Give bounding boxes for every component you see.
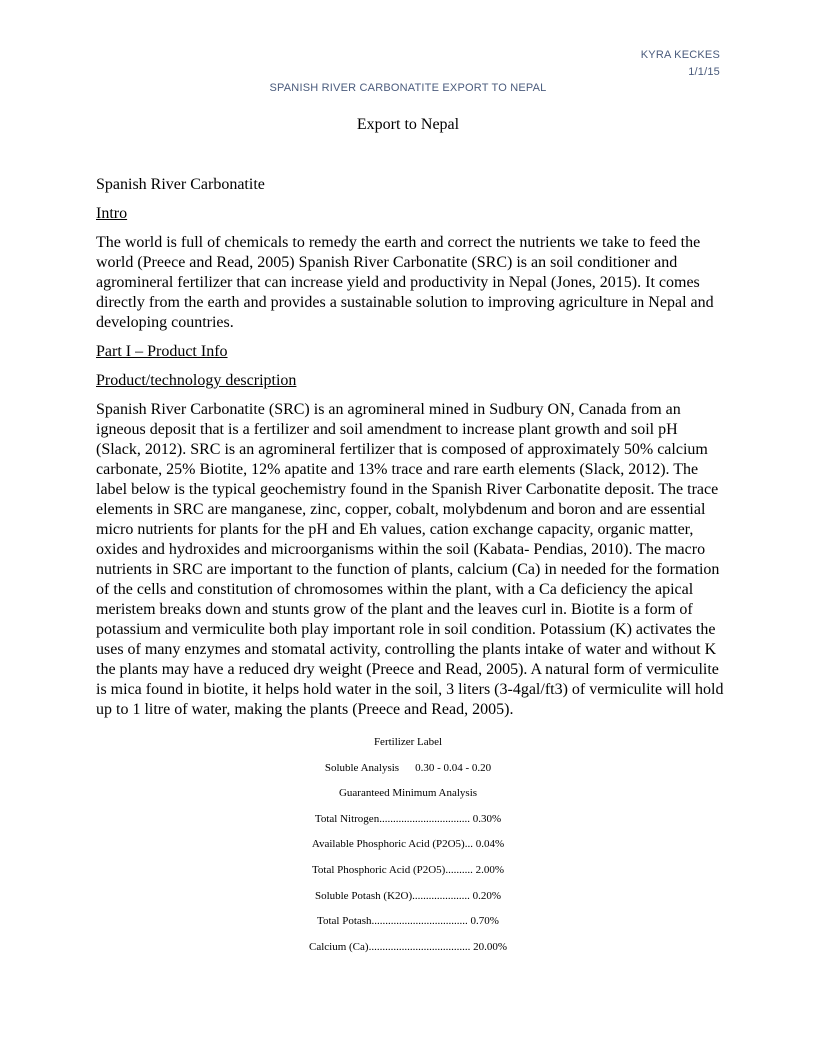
header-date: 1/1/15	[688, 66, 720, 78]
guaranteed-heading: Guaranteed Minimum Analysis	[338, 787, 478, 800]
soluble-analysis-value: 0.30 - 0.04 - 0.20	[415, 761, 492, 774]
soluble-analysis-label: Soluble Analysis	[324, 761, 400, 774]
header-author: KYRA KECKES	[640, 49, 720, 61]
section-title: Spanish River Carbonatite	[96, 176, 265, 193]
label-row-nitrogen: Total Nitrogen................................. 0.30%	[314, 812, 502, 825]
fertilizer-label	[0, 735, 816, 965]
label-title: Fertilizer Label	[373, 736, 443, 748]
running-title: SPANISH RIVER CARBONATITE EXPORT TO NEPAL	[269, 82, 547, 94]
label-row-total-phosphoric: Total Phosphoric Acid (P2O5).......... 2.00%	[311, 863, 505, 876]
soluble-analysis-row	[0, 761, 816, 787]
label-row-available-phosphoric: Available Phosphoric Acid (P2O5)... 0.04%	[311, 838, 505, 851]
document-title: Export to Nepal	[356, 116, 460, 133]
intro-heading: Intro	[96, 205, 128, 222]
intro-paragraph: The world is full of chemicals to remedy the earth and correct the nutrients we take to feed the world (Preece and Read, 2005) Spanish River Carbonatite (SRC) is an soil conditioner and agromineral fertilizer that can increase yield and productivity in Nepal (Jones, 2015). It comes directly from the earth and provides a sustainable solution to improving agriculture in Nepal and developing countries.	[96, 234, 714, 331]
product-subheading: Product/technology description	[96, 372, 297, 389]
label-row-total-potash: Total Potash................................... 0.70%	[317, 915, 499, 928]
document-body	[96, 175, 724, 729]
label-row-calcium: Calcium (Ca)..................................... 20.00%	[309, 940, 507, 953]
label-row-soluble-potash: Soluble Potash (K2O)..................... 0.20%	[314, 889, 502, 902]
description-paragraph: Spanish River Carbonatite (SRC) is an agromineral mined in Sudbury ON, Canada from an igneous deposit that is a fertilizer and soil amendment to increase plant growth and soil pH (Slack, 2012). SRC is an agromineral fertilizer that is composed of approximately 50% calcium carbonate, 25% Biotite, 12% apatite and 13% trace and rare earth elements (Slack, 2012). The label below is the typical geochemistry found in the Spanish River Carbonatite deposit. The trace elements in SRC are manganese, zinc, copper, cobalt, molybdenum and boron and are essential micro nutrients for plants for the pH and Eh values, cation exchange capacity, organic matter, oxides and hydroxides and microorganisms within the soil (Kabata- Pendias, 2010). The macro nutrients in SRC are important to the function of plants, calcium (Ca) in needed for the formation of the cells and constitution of chromosomes within the plant, with a Ca deficiency the apical meristem breaks down and stunts grow of the plant and the leaves curl in. Biotite is a form of potassium and vermiculite both play important role in soil condition. Potassium (K) activates the uses of many enzymes and stomatal activity, controlling the plants intake of water and without K the plants may have a reduced dry weight (Preece and Read, 2005). A natural form of vermiculite is mica found in biotite, it helps hold water in the soil, 3 liters (3-4gal/ft3) of vermiculite will hold up to 1 litre of water, making the plants (Preece and Read, 2005).	[96, 401, 724, 718]
part-heading: Part I – Product Info	[96, 343, 228, 360]
